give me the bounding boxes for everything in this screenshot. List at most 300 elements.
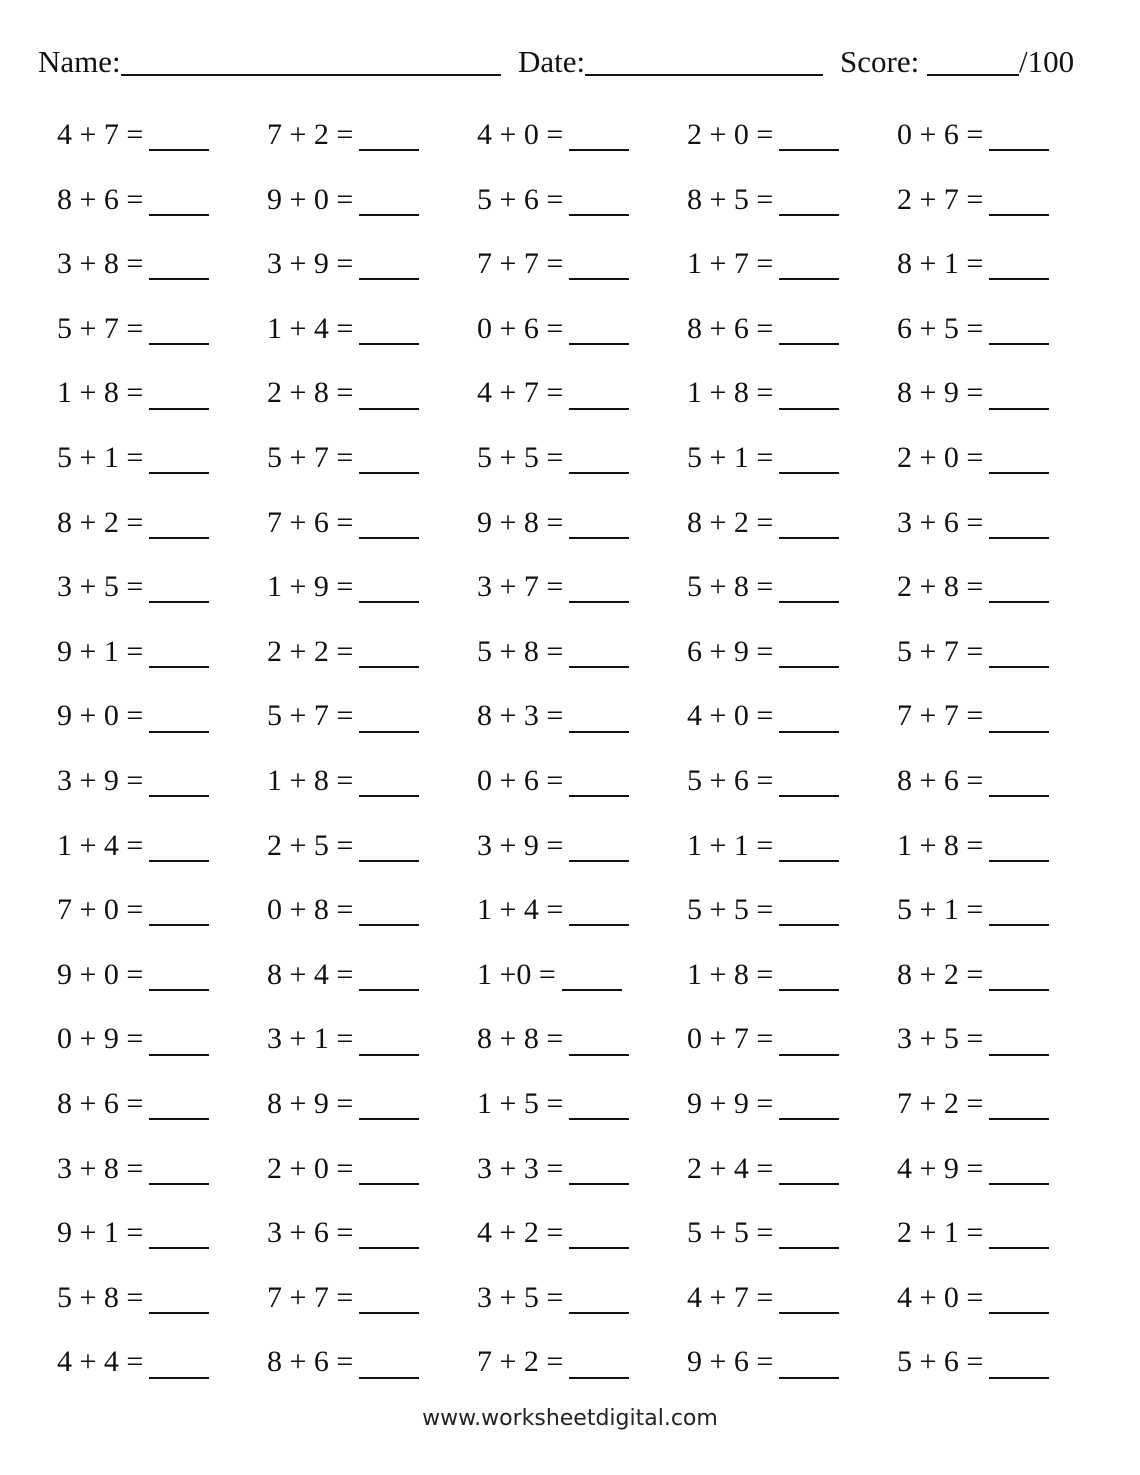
problem-equation: 8 + 2 = <box>897 957 984 991</box>
answer-blank[interactable] <box>779 119 839 151</box>
answer-blank[interactable] <box>569 378 629 410</box>
answer-blank[interactable] <box>569 894 629 926</box>
addition-problem <box>267 751 419 811</box>
score-label: Score: <box>840 44 920 79</box>
score-field[interactable] <box>840 40 1074 84</box>
answer-blank[interactable] <box>779 636 839 668</box>
problem-equation: 4 + 9 = <box>897 1151 984 1185</box>
answer-blank[interactable] <box>779 1217 839 1249</box>
addition-problem <box>267 1074 419 1134</box>
addition-problem <box>897 234 1049 294</box>
answer-blank[interactable] <box>989 1347 1049 1379</box>
addition-problem <box>267 1139 419 1199</box>
problem-equation: 3 + 9 = <box>477 828 564 862</box>
problem-equation: 5 + 6 = <box>687 764 774 797</box>
addition-problem <box>477 816 629 876</box>
answer-blank[interactable] <box>989 1024 1049 1056</box>
addition-problem <box>897 880 1049 940</box>
answer-blank[interactable] <box>149 701 209 733</box>
problem-equation: 9 + 0 = <box>57 699 144 733</box>
addition-problem <box>267 1332 419 1392</box>
answer-blank[interactable] <box>359 959 419 991</box>
addition-problem <box>57 1268 209 1328</box>
addition-problem <box>687 1009 839 1069</box>
problem-row <box>0 1139 1140 1204</box>
addition-problem <box>57 105 209 165</box>
answer-blank[interactable] <box>149 184 209 216</box>
problem-equation: 1 + 9 = <box>267 570 354 604</box>
answer-blank[interactable] <box>989 1282 1049 1314</box>
problem-equation: 8 + 9 = <box>897 376 984 410</box>
addition-problem <box>477 622 629 682</box>
addition-problem <box>267 816 419 876</box>
problem-row <box>0 234 1140 299</box>
addition-problem <box>687 816 839 876</box>
addition-problem <box>897 686 1049 746</box>
problem-equation: 8 + 3 = <box>477 699 564 733</box>
problem-equation: 3 + 5 = <box>57 570 144 604</box>
answer-blank[interactable] <box>359 313 419 345</box>
website-footer: www.worksheetdigital.com <box>422 1406 718 1431</box>
answer-blank[interactable] <box>569 701 629 733</box>
addition-problem <box>687 1268 839 1328</box>
answer-blank[interactable] <box>569 507 629 539</box>
problem-equation: 8 + 6 = <box>897 764 984 797</box>
problem-equation: 3 + 8 = <box>57 1151 144 1185</box>
answer-blank[interactable] <box>779 830 839 862</box>
addition-problem <box>477 1009 629 1069</box>
answer-blank[interactable] <box>562 959 622 991</box>
addition-problem <box>267 1268 419 1328</box>
addition-problem <box>57 1009 209 1069</box>
addition-problem <box>267 686 419 746</box>
score-total: /100 <box>1018 44 1075 79</box>
addition-problem <box>267 363 419 423</box>
problem-equation: 8 + 1 = <box>897 247 984 281</box>
answer-blank[interactable] <box>149 894 209 926</box>
problem-equation: 5 + 7 = <box>267 441 354 474</box>
answer-blank[interactable] <box>149 119 209 151</box>
problem-equation: 2 + 5 = <box>267 828 354 862</box>
addition-problem <box>267 428 419 488</box>
problem-row <box>0 1009 1140 1074</box>
addition-problem <box>897 493 1049 553</box>
problem-equation: 8 + 6 = <box>267 1345 354 1379</box>
problem-equation: 2 + 4 = <box>687 1151 774 1185</box>
problem-row <box>0 557 1140 622</box>
addition-problem <box>57 622 209 682</box>
answer-blank[interactable] <box>359 894 419 926</box>
answer-blank[interactable] <box>359 378 419 410</box>
answer-blank[interactable] <box>149 959 209 991</box>
answer-blank[interactable] <box>569 1217 629 1249</box>
answer-blank[interactable] <box>779 507 839 539</box>
addition-problem <box>57 751 209 811</box>
problem-equation: 5 + 7 = <box>897 634 984 668</box>
answer-blank[interactable] <box>569 313 629 345</box>
answer-blank[interactable] <box>359 442 419 474</box>
answer-blank[interactable] <box>569 1088 629 1120</box>
answer-blank[interactable] <box>149 378 209 410</box>
answer-blank[interactable] <box>359 571 419 603</box>
problem-equation: 5 + 1 = <box>687 441 774 474</box>
problem-equation: 8 + 6 = <box>687 311 774 345</box>
problem-row <box>0 945 1140 1010</box>
addition-problem <box>477 880 629 940</box>
answer-blank[interactable] <box>569 1153 629 1185</box>
answer-blank[interactable] <box>779 442 839 474</box>
addition-problem <box>57 1074 209 1134</box>
problem-row <box>0 428 1140 493</box>
addition-problem <box>477 751 629 811</box>
answer-blank[interactable] <box>989 248 1049 280</box>
answer-blank[interactable] <box>569 830 629 862</box>
addition-problem <box>687 428 839 488</box>
addition-problem <box>57 428 209 488</box>
addition-problem <box>687 299 839 359</box>
problem-equation: 2 + 2 = <box>267 634 354 668</box>
answer-blank[interactable] <box>149 1088 209 1120</box>
problem-equation: 4 + 0 = <box>477 118 564 151</box>
addition-problem <box>477 363 629 423</box>
problem-equation: 5 + 8 = <box>57 1280 144 1314</box>
addition-problem <box>897 1203 1049 1263</box>
answer-blank[interactable] <box>569 1347 629 1379</box>
answer-blank[interactable] <box>779 765 839 797</box>
score-blank-line[interactable] <box>927 40 1019 76</box>
answer-blank[interactable] <box>989 1153 1049 1185</box>
answer-blank[interactable] <box>779 1024 839 1056</box>
answer-blank[interactable] <box>989 507 1049 539</box>
problem-equation: 3 + 9 = <box>57 764 144 797</box>
answer-blank[interactable] <box>149 1024 209 1056</box>
problem-equation: 3 + 7 = <box>477 570 564 604</box>
date-blank-line[interactable] <box>585 40 823 76</box>
problem-equation: 3 + 3 = <box>477 1151 564 1185</box>
addition-problem <box>57 686 209 746</box>
addition-problem <box>687 686 839 746</box>
answer-blank[interactable] <box>359 248 419 280</box>
addition-problem <box>477 105 629 165</box>
answer-blank[interactable] <box>149 248 209 280</box>
problem-equation: 3 + 8 = <box>57 247 144 281</box>
problem-row <box>0 622 1140 687</box>
answer-blank[interactable] <box>989 701 1049 733</box>
answer-blank[interactable] <box>569 248 629 280</box>
answer-blank[interactable] <box>149 765 209 797</box>
answer-blank[interactable] <box>149 507 209 539</box>
answer-blank[interactable] <box>989 184 1049 216</box>
problem-equation: 4 + 7 = <box>57 118 144 151</box>
problem-equation: 4 + 7 = <box>477 376 564 410</box>
addition-problem <box>897 1139 1049 1199</box>
problem-equation: 4 + 7 = <box>687 1280 774 1314</box>
addition-problem <box>687 1139 839 1199</box>
addition-problem <box>57 493 209 553</box>
problem-equation: 8 + 6 = <box>57 182 144 216</box>
answer-blank[interactable] <box>989 1088 1049 1120</box>
addition-problem <box>897 1268 1049 1328</box>
answer-blank[interactable] <box>149 1282 209 1314</box>
problem-equation: 2 + 0 = <box>687 118 774 151</box>
addition-problem <box>687 1332 839 1392</box>
problem-equation: 3 + 5 = <box>897 1022 984 1056</box>
problem-equation: 3 + 1 = <box>267 1022 354 1056</box>
addition-problem <box>897 945 1049 1005</box>
answer-blank[interactable] <box>779 1347 839 1379</box>
problem-equation: 2 + 1 = <box>897 1216 984 1250</box>
problem-equation: 8 + 2 = <box>57 505 144 539</box>
answer-blank[interactable] <box>359 765 419 797</box>
problem-row <box>0 751 1140 816</box>
problem-row <box>0 170 1140 235</box>
problem-equation: 8 + 8 = <box>477 1022 564 1056</box>
problem-equation: 8 + 2 = <box>687 505 774 539</box>
addition-problem <box>687 751 839 811</box>
problem-equation: 1 + 8 = <box>897 828 984 862</box>
addition-problem <box>897 1074 1049 1134</box>
problem-equation: 9 + 1 = <box>57 1216 144 1250</box>
answer-blank[interactable] <box>359 1282 419 1314</box>
addition-problem <box>477 557 629 617</box>
addition-problem <box>267 1009 419 1069</box>
answer-blank[interactable] <box>989 830 1049 862</box>
answer-blank[interactable] <box>779 313 839 345</box>
problem-row <box>0 299 1140 364</box>
problem-equation: 0 + 9 = <box>57 1022 144 1056</box>
addition-problem <box>477 234 629 294</box>
problem-equation: 9 + 0 = <box>267 182 354 216</box>
answer-blank[interactable] <box>359 1088 419 1120</box>
problem-equation: 1 + 4 = <box>57 828 144 862</box>
answer-blank[interactable] <box>989 894 1049 926</box>
answer-blank[interactable] <box>989 571 1049 603</box>
problem-equation: 1 +0 = <box>477 957 556 991</box>
addition-problem <box>57 299 209 359</box>
answer-blank[interactable] <box>989 765 1049 797</box>
addition-problem <box>57 557 209 617</box>
answer-blank[interactable] <box>569 636 629 668</box>
answer-blank[interactable] <box>779 184 839 216</box>
answer-blank[interactable] <box>149 1347 209 1379</box>
addition-problem <box>477 493 629 553</box>
problem-equation: 4 + 0 = <box>897 1280 984 1314</box>
answer-blank[interactable] <box>569 765 629 797</box>
answer-blank[interactable] <box>359 507 419 539</box>
problem-equation: 5 + 7 = <box>57 311 144 345</box>
date-label: Date: <box>518 44 586 79</box>
answer-blank[interactable] <box>359 636 419 668</box>
addition-problem <box>57 1332 209 1392</box>
answer-blank[interactable] <box>569 1282 629 1314</box>
addition-problem <box>477 1203 629 1263</box>
problem-equation: 2 + 0 = <box>897 441 984 474</box>
answer-blank[interactable] <box>779 1153 839 1185</box>
problem-equation: 5 + 8 = <box>687 570 774 604</box>
answer-blank[interactable] <box>779 701 839 733</box>
problem-equation: 9 + 0 = <box>57 957 144 991</box>
problem-equation: 9 + 9 = <box>687 1087 774 1120</box>
addition-problem <box>267 234 419 294</box>
addition-problem <box>267 557 419 617</box>
problem-equation: 4 + 2 = <box>477 1216 564 1250</box>
name-field[interactable] <box>38 40 501 84</box>
answer-blank[interactable] <box>359 184 419 216</box>
problem-row <box>0 880 1140 945</box>
addition-problem <box>897 557 1049 617</box>
addition-problem <box>897 299 1049 359</box>
date-field[interactable] <box>518 40 823 84</box>
answer-blank[interactable] <box>779 378 839 410</box>
answer-blank[interactable] <box>149 571 209 603</box>
problem-equation: 7 + 6 = <box>267 505 354 539</box>
answer-blank[interactable] <box>779 571 839 603</box>
answer-blank[interactable] <box>359 701 419 733</box>
answer-blank[interactable] <box>149 830 209 862</box>
addition-problem <box>477 1332 629 1392</box>
addition-problem <box>57 363 209 423</box>
problem-equation: 7 + 7 = <box>477 247 564 281</box>
problem-equation: 1 + 4 = <box>267 311 354 345</box>
answer-blank[interactable] <box>989 636 1049 668</box>
answer-blank[interactable] <box>569 442 629 474</box>
answer-blank[interactable] <box>989 442 1049 474</box>
addition-problem <box>897 816 1049 876</box>
problem-equation: 8 + 5 = <box>687 182 774 216</box>
addition-problem <box>267 1203 419 1263</box>
answer-blank[interactable] <box>569 1024 629 1056</box>
addition-problem <box>897 428 1049 488</box>
addition-problem <box>687 622 839 682</box>
problem-row <box>0 1268 1140 1333</box>
answer-blank[interactable] <box>149 442 209 474</box>
addition-problem <box>477 170 629 230</box>
problem-equation: 7 + 0 = <box>57 893 144 927</box>
answer-blank[interactable] <box>359 1347 419 1379</box>
answer-blank[interactable] <box>359 1153 419 1185</box>
answer-blank[interactable] <box>779 1282 839 1314</box>
addition-problem <box>477 1139 629 1199</box>
answer-blank[interactable] <box>779 1088 839 1120</box>
addition-problem <box>897 170 1049 230</box>
addition-problem <box>57 816 209 876</box>
addition-problem <box>687 105 839 165</box>
addition-problem <box>477 1074 629 1134</box>
problem-equation: 5 + 6 = <box>477 182 564 216</box>
addition-problem <box>897 751 1049 811</box>
problem-equation: 9 + 8 = <box>477 505 564 539</box>
answer-blank[interactable] <box>149 1217 209 1249</box>
problem-row <box>0 493 1140 558</box>
problem-equation: 8 + 6 = <box>57 1087 144 1120</box>
addition-problem <box>57 170 209 230</box>
addition-problem <box>897 105 1049 165</box>
problem-equation: 2 + 0 = <box>267 1151 354 1185</box>
problem-equation: 4 + 0 = <box>687 699 774 733</box>
problem-equation: 4 + 4 = <box>57 1345 144 1379</box>
problem-equation: 3 + 6 = <box>897 505 984 539</box>
addition-problem <box>477 299 629 359</box>
problem-equation: 7 + 2 = <box>897 1087 984 1120</box>
answer-blank[interactable] <box>779 959 839 991</box>
addition-problem <box>687 234 839 294</box>
answer-blank[interactable] <box>989 378 1049 410</box>
addition-problem <box>687 493 839 553</box>
worksheet-header <box>38 40 1098 84</box>
problem-equation: 1 + 4 = <box>477 893 564 927</box>
problem-equation: 1 + 8 = <box>687 376 774 410</box>
answer-blank[interactable] <box>989 959 1049 991</box>
problem-equation: 0 + 8 = <box>267 893 354 927</box>
answer-blank[interactable] <box>359 1024 419 1056</box>
addition-problem <box>897 1332 1049 1392</box>
addition-problem <box>897 1009 1049 1069</box>
addition-problem <box>687 170 839 230</box>
answer-blank[interactable] <box>989 1217 1049 1249</box>
addition-problem <box>477 428 629 488</box>
problem-equation: 3 + 9 = <box>267 247 354 281</box>
addition-problem <box>477 686 629 746</box>
addition-problem <box>267 622 419 682</box>
answer-blank[interactable] <box>359 119 419 151</box>
problem-equation: 0 + 7 = <box>687 1022 774 1056</box>
addition-problem <box>477 1268 629 1328</box>
addition-problem <box>267 880 419 940</box>
addition-problem <box>687 1074 839 1134</box>
answer-blank[interactable] <box>149 313 209 345</box>
answer-blank[interactable] <box>359 830 419 862</box>
answer-blank[interactable] <box>779 894 839 926</box>
problem-equation: 5 + 5 = <box>687 1216 774 1250</box>
answer-blank[interactable] <box>149 636 209 668</box>
problem-equation: 5 + 6 = <box>897 1345 984 1379</box>
problem-row <box>0 105 1140 170</box>
problem-equation: 5 + 8 = <box>477 634 564 668</box>
addition-problem <box>57 1139 209 1199</box>
problem-equation: 1 + 8 = <box>57 376 144 410</box>
addition-problem <box>57 1203 209 1263</box>
problem-equation: 0 + 6 = <box>477 764 564 797</box>
answer-blank[interactable] <box>779 248 839 280</box>
answer-blank[interactable] <box>569 119 629 151</box>
answer-blank[interactable] <box>569 571 629 603</box>
problem-equation: 1 + 7 = <box>687 247 774 281</box>
problem-equation: 1 + 8 = <box>267 764 354 797</box>
problem-equation: 6 + 9 = <box>687 634 774 668</box>
answer-blank[interactable] <box>149 1153 209 1185</box>
problem-equation: 7 + 7 = <box>897 699 984 733</box>
problem-row <box>0 1074 1140 1139</box>
answer-blank[interactable] <box>989 119 1049 151</box>
problem-equation: 3 + 5 = <box>477 1280 564 1314</box>
addition-problem <box>687 1203 839 1263</box>
addition-problem <box>687 880 839 940</box>
name-label: Name: <box>38 44 121 79</box>
problem-equation: 2 + 8 = <box>897 570 984 604</box>
problem-row <box>0 816 1140 881</box>
problem-equation: 2 + 7 = <box>897 182 984 216</box>
answer-blank[interactable] <box>569 184 629 216</box>
name-blank-line[interactable] <box>121 40 501 76</box>
answer-blank[interactable] <box>989 313 1049 345</box>
addition-problem <box>477 945 622 1005</box>
problem-equation: 9 + 6 = <box>687 1345 774 1379</box>
problem-equation: 7 + 7 = <box>267 1280 354 1314</box>
answer-blank[interactable] <box>359 1217 419 1249</box>
problem-equation: 5 + 5 = <box>477 441 564 474</box>
addition-problem <box>57 945 209 1005</box>
problem-equation: 5 + 1 = <box>57 441 144 474</box>
